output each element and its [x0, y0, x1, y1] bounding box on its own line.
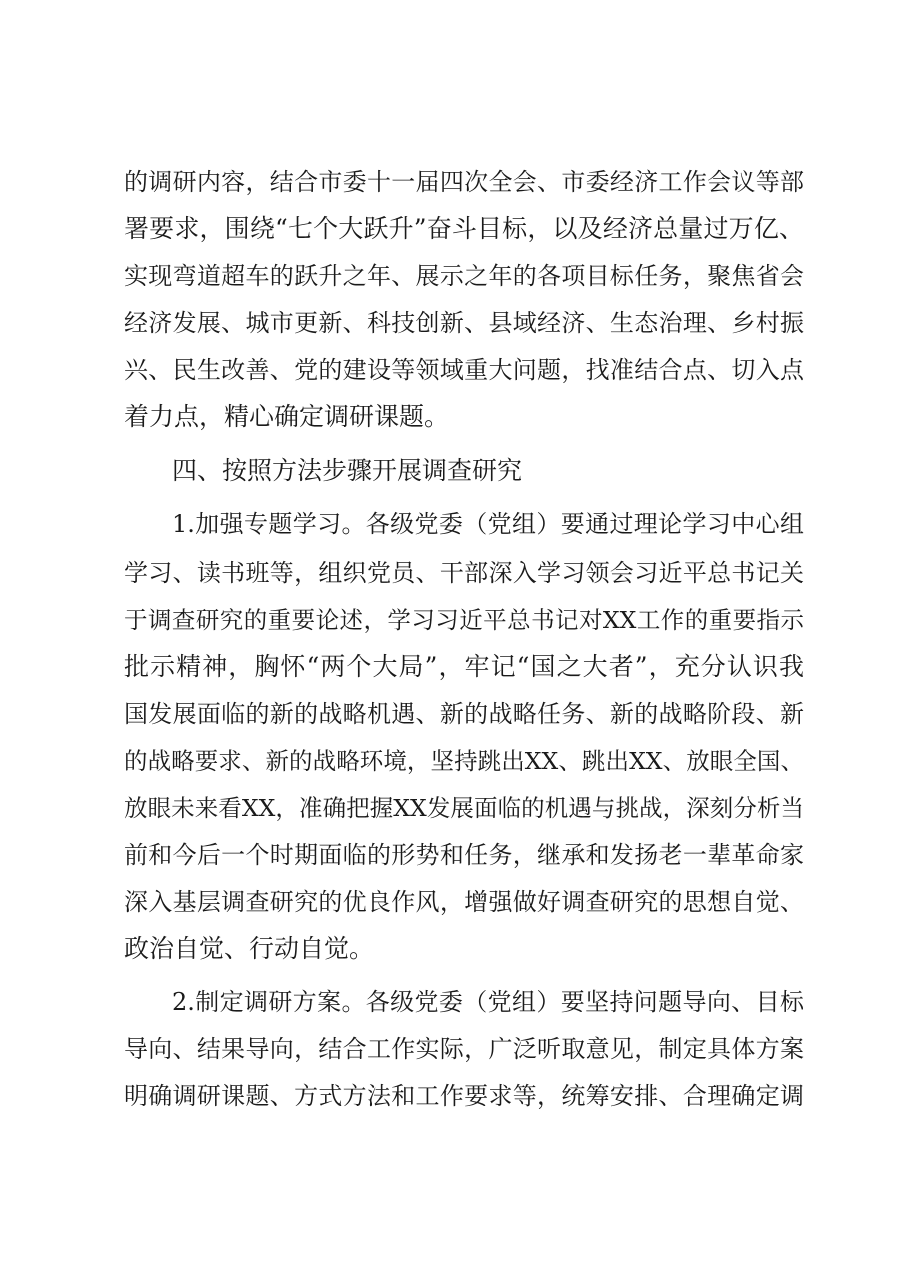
text-line: 深入基层调查研究的优良作风，增强做好调查研究的思想自觉、: [124, 888, 804, 916]
text-line: 学习、读书班等，组织党员、干部深入学习领会习近平总书记关: [124, 559, 804, 587]
text-line: 兴、民生改善、党的建设等领域重大问题，找准结合点、切入点: [124, 356, 804, 384]
text-line: 批示精神，胸怀“两个大局”，牢记“国之大者”，充分认识我: [124, 652, 804, 681]
text-line: 1.加强专题学习。各级党委（党组）要通过理论学习中心组: [172, 510, 804, 538]
text-line: 前和今后一个时期面临的形势和任务，继承和发扬老一辈革命家: [124, 841, 804, 869]
text-line: 于调查研究的重要论述，学习习近平总书记对XX工作的重要指示: [124, 606, 804, 634]
text-line: 放眼未来看XX，准确把握XX发展面临的机遇与挑战，深刻分析当: [124, 794, 804, 822]
text-line: 导向、结果导向，结合工作实际，广泛听取意见，制定具体方案: [124, 1035, 804, 1063]
section-heading: 四、按照方法步骤开展调查研究: [172, 456, 523, 485]
text-line: 着力点，精心确定调研课题。: [124, 402, 450, 431]
text-line: 明确调研课题、方式方法和工作要求等，统筹安排、合理确定调: [124, 1082, 804, 1110]
text-line: 的调研内容，结合市委十一届四次全会、市委经济工作会议等部: [124, 168, 804, 196]
text-line: 的战略要求、新的战略环境，坚持跳出XX、跳出XX、放眼全国、: [124, 747, 804, 775]
text-line: 实现弯道超车的跃升之年、展示之年的各项目标任务，聚焦省会: [124, 262, 804, 290]
text-line: 政治自觉、行动自觉。: [124, 934, 375, 963]
text-line: 2.制定调研方案。各级党委（党组）要坚持问题导向、目标: [172, 988, 804, 1016]
text-line: 经济发展、城市更新、科技创新、县域经济、生态治理、乡村振: [124, 309, 804, 337]
text-line: 署要求，围绕“七个大跃升”奋斗目标，以及经济总量过万亿、: [124, 214, 804, 243]
text-line: 国发展面临的新的战略机遇、新的战略任务、新的战略阶段、新: [124, 700, 804, 728]
